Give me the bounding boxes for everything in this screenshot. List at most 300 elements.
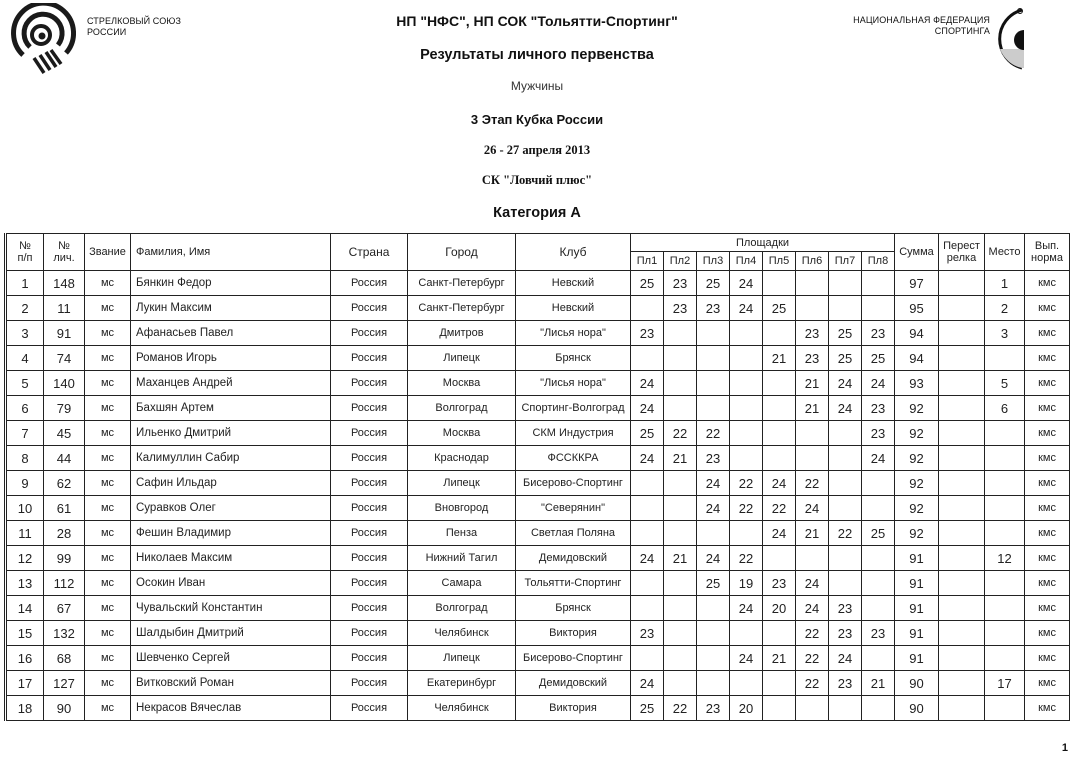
cell-stand-8: 23 <box>862 621 895 646</box>
cell-stand-6: 23 <box>796 346 829 371</box>
cell-stand-5: 20 <box>763 596 796 621</box>
cell-name: Лукин Максим <box>131 296 331 321</box>
cell-name: Чувальский Константин <box>131 596 331 621</box>
cell-license: 44 <box>44 446 85 471</box>
cell-stand-1 <box>631 521 664 546</box>
col-header-city[interactable]: Город <box>408 234 516 271</box>
cell-stand-5 <box>763 321 796 346</box>
cell-stand-6: 22 <box>796 471 829 496</box>
table-row[interactable] <box>6 621 1070 646</box>
left-org-line1: СТРЕЛКОВЫЙ СОЮЗ <box>87 16 182 26</box>
cell-shootoff <box>939 321 985 346</box>
cell-shootoff <box>939 421 985 446</box>
cell-norm: кмс <box>1025 321 1070 346</box>
right-org-line1: НАЦИОНАЛЬНАЯ ФЕДЕРАЦИЯ <box>853 15 990 25</box>
cell-stand-3: 25 <box>697 271 730 296</box>
table-row[interactable] <box>6 696 1070 721</box>
cell-license: 11 <box>44 296 85 321</box>
cell-club: Невский <box>516 271 631 296</box>
table-row[interactable] <box>6 521 1070 546</box>
cell-country: Россия <box>331 696 408 721</box>
cell-shootoff <box>939 571 985 596</box>
col-header-name[interactable]: Фамилия, Имя <box>131 234 331 271</box>
table-row[interactable] <box>6 396 1070 421</box>
cell-stand-4 <box>730 446 763 471</box>
cell-rank: мс <box>85 321 131 346</box>
cell-stand-7: 25 <box>829 346 862 371</box>
cell-place <box>985 471 1025 496</box>
cell-stand-4: 19 <box>730 571 763 596</box>
cell-stand-5 <box>763 696 796 721</box>
cell-stand-2: 21 <box>664 546 697 571</box>
cell-place <box>985 496 1025 521</box>
left-org-line2: РОССИИ <box>87 27 127 37</box>
cell-stand-2 <box>664 371 697 396</box>
cell-stand-8: 25 <box>862 346 895 371</box>
cell-city: Челябинск <box>408 696 516 721</box>
cell-stand-5: 23 <box>763 571 796 596</box>
cell-shootoff <box>939 596 985 621</box>
cell-stand-2: 22 <box>664 696 697 721</box>
cell-rank: мс <box>85 296 131 321</box>
cell-place <box>985 571 1025 596</box>
cell-stand-2 <box>664 571 697 596</box>
cell-place <box>985 596 1025 621</box>
cell-name: Маханцев Андрей <box>131 371 331 396</box>
col-header-place[interactable]: Место <box>985 234 1025 271</box>
cell-total: 92 <box>895 496 939 521</box>
cell-stand-3: 23 <box>697 696 730 721</box>
cell-city: Санкт-Петербург <box>408 271 516 296</box>
cell-stand-7: 24 <box>829 371 862 396</box>
table-row[interactable] <box>6 271 1070 296</box>
cell-pos: 8 <box>6 446 44 471</box>
col-header-stand-7[interactable]: Пл7 <box>829 252 862 271</box>
cell-stand-3: 25 <box>697 571 730 596</box>
cell-shootoff <box>939 496 985 521</box>
cell-stand-6: 23 <box>796 321 829 346</box>
col-header-stand-8[interactable]: Пл8 <box>862 252 895 271</box>
cell-stand-5: 24 <box>763 471 796 496</box>
cell-name: Афанасьев Павел <box>131 321 331 346</box>
cell-rank: мс <box>85 621 131 646</box>
cell-stand-5 <box>763 546 796 571</box>
col-header-norm[interactable] <box>1025 234 1070 271</box>
cell-license: 91 <box>44 321 85 346</box>
cell-stand-7 <box>829 446 862 471</box>
cell-city: Санкт-Петербург <box>408 296 516 321</box>
cell-stand-1: 23 <box>631 621 664 646</box>
cell-stand-1: 24 <box>631 446 664 471</box>
table-row[interactable] <box>6 471 1070 496</box>
cell-club: Бисерово-Спортинг <box>516 471 631 496</box>
cell-shootoff <box>939 521 985 546</box>
cell-place <box>985 621 1025 646</box>
cell-name: Фешин Владимир <box>131 521 331 546</box>
cell-stand-7: 24 <box>829 646 862 671</box>
cell-country: Россия <box>331 321 408 346</box>
cell-club: Брянск <box>516 346 631 371</box>
cell-place <box>985 646 1025 671</box>
cell-name: Суравков Олег <box>131 496 331 521</box>
cell-shootoff <box>939 346 985 371</box>
cell-stand-4 <box>730 346 763 371</box>
cell-rank: мс <box>85 521 131 546</box>
col-header-stand-3[interactable]: Пл3 <box>697 252 730 271</box>
cell-rank: мс <box>85 496 131 521</box>
cell-license: 28 <box>44 521 85 546</box>
cell-stand-8 <box>862 471 895 496</box>
event-name: 3 Этап Кубка России <box>470 112 604 127</box>
col-header-stand-5[interactable]: Пл5 <box>763 252 796 271</box>
cell-rank: мс <box>85 571 131 596</box>
cell-total: 92 <box>895 396 939 421</box>
cell-rank: мс <box>85 546 131 571</box>
col-header-license[interactable] <box>44 234 85 271</box>
col-header-stand-2[interactable]: Пл2 <box>664 252 697 271</box>
cell-pos: 9 <box>6 471 44 496</box>
cell-stand-2 <box>664 596 697 621</box>
cell-stand-5: 22 <box>763 496 796 521</box>
page-title: Результаты личного первенства <box>420 47 654 63</box>
cell-stand-8: 21 <box>862 671 895 696</box>
logo-center-dot <box>39 33 46 40</box>
cell-country: Россия <box>331 621 408 646</box>
cell-country: Россия <box>331 346 408 371</box>
cell-stand-6 <box>796 271 829 296</box>
table-row[interactable] <box>6 446 1070 471</box>
cell-stand-8 <box>862 546 895 571</box>
cell-stand-1: 25 <box>631 421 664 446</box>
cell-stand-1: 24 <box>631 546 664 571</box>
cell-stand-5: 21 <box>763 346 796 371</box>
cell-club: Невский <box>516 296 631 321</box>
cell-country: Россия <box>331 421 408 446</box>
cell-stand-1 <box>631 596 664 621</box>
cell-total: 91 <box>895 646 939 671</box>
cell-place <box>985 446 1025 471</box>
cell-stand-6: 21 <box>796 396 829 421</box>
cell-club: Спортинг-Волгоград <box>516 396 631 421</box>
cell-club: "Лисья нора" <box>516 321 631 346</box>
cell-license: 68 <box>44 646 85 671</box>
cell-stand-7 <box>829 696 862 721</box>
cell-stand-2 <box>664 346 697 371</box>
cell-country: Россия <box>331 296 408 321</box>
cell-rank: мс <box>85 346 131 371</box>
cell-stand-2 <box>664 646 697 671</box>
cell-place: 6 <box>985 396 1025 421</box>
cell-rank: мс <box>85 696 131 721</box>
cell-country: Россия <box>331 671 408 696</box>
cell-stand-4 <box>730 521 763 546</box>
col-header-stand-4[interactable]: Пл4 <box>730 252 763 271</box>
cell-club: Брянск <box>516 596 631 621</box>
cell-total: 92 <box>895 446 939 471</box>
cell-stand-4: 20 <box>730 696 763 721</box>
cell-stand-5 <box>763 396 796 421</box>
cell-total: 91 <box>895 596 939 621</box>
cell-license: 112 <box>44 571 85 596</box>
cell-license: 67 <box>44 596 85 621</box>
cell-stand-1 <box>631 346 664 371</box>
col-header-norm-line1: Вып. <box>1034 240 1060 252</box>
cell-total: 92 <box>895 521 939 546</box>
cell-stand-6: 22 <box>796 646 829 671</box>
cell-stand-5: 24 <box>763 521 796 546</box>
cell-city: Челябинск <box>408 621 516 646</box>
cell-stand-4: 24 <box>730 296 763 321</box>
cell-stand-1: 24 <box>631 671 664 696</box>
col-header-shootoff-line1: Перест <box>943 240 980 252</box>
cell-stand-3 <box>697 646 730 671</box>
event-dates: 26 - 27 апреля 2013 <box>483 143 591 157</box>
cell-stand-4: 24 <box>730 646 763 671</box>
cell-stand-7: 23 <box>829 671 862 696</box>
cell-stand-3: 22 <box>697 421 730 446</box>
cell-stand-7 <box>829 271 862 296</box>
cell-stand-8: 23 <box>862 321 895 346</box>
cell-stand-2: 22 <box>664 421 697 446</box>
cell-stand-3 <box>697 521 730 546</box>
cell-rank: мс <box>85 371 131 396</box>
cell-rank: мс <box>85 271 131 296</box>
cell-stand-6: 22 <box>796 671 829 696</box>
cell-license: 140 <box>44 371 85 396</box>
right-org-line2: СПОРТИНГА <box>934 26 990 36</box>
cell-stand-7: 24 <box>829 396 862 421</box>
cell-city: Екатеринбург <box>408 671 516 696</box>
cell-stand-1: 25 <box>631 271 664 296</box>
cell-total: 94 <box>895 346 939 371</box>
cell-country: Россия <box>331 371 408 396</box>
cell-total: 90 <box>895 696 939 721</box>
cell-stand-7 <box>829 496 862 521</box>
cell-stand-7 <box>829 546 862 571</box>
col-header-country[interactable]: Страна <box>331 234 408 271</box>
cell-stand-3: 24 <box>697 546 730 571</box>
cell-stand-5 <box>763 621 796 646</box>
cell-total: 95 <box>895 296 939 321</box>
cell-place <box>985 696 1025 721</box>
col-header-stand-6[interactable]: Пл6 <box>796 252 829 271</box>
cell-name: Николаев Максим <box>131 546 331 571</box>
cell-norm: кмс <box>1025 271 1070 296</box>
cell-stand-3 <box>697 671 730 696</box>
cell-stand-7 <box>829 571 862 596</box>
col-header-pos[interactable] <box>6 234 44 271</box>
cell-club: СКМ Индустрия <box>516 421 631 446</box>
col-header-license-line2: лич. <box>53 252 75 264</box>
table-row[interactable] <box>6 596 1070 621</box>
cell-stand-6: 24 <box>796 496 829 521</box>
cell-stand-8: 24 <box>862 446 895 471</box>
cell-pos: 13 <box>6 571 44 596</box>
cell-shootoff <box>939 546 985 571</box>
cell-stand-1 <box>631 646 664 671</box>
cell-stand-3 <box>697 621 730 646</box>
table-row[interactable] <box>6 646 1070 671</box>
cell-total: 94 <box>895 321 939 346</box>
cell-pos: 2 <box>6 296 44 321</box>
cell-stand-7: 23 <box>829 621 862 646</box>
cell-country: Россия <box>331 596 408 621</box>
cell-country: Россия <box>331 471 408 496</box>
cell-club: "Северянин" <box>516 496 631 521</box>
cell-club: Бисерово-Спортинг <box>516 646 631 671</box>
cell-stand-4 <box>730 421 763 446</box>
cell-city: Липецк <box>408 346 516 371</box>
cell-norm: кмс <box>1025 446 1070 471</box>
table-row[interactable] <box>6 546 1070 571</box>
cell-stand-7 <box>829 471 862 496</box>
cell-place: 17 <box>985 671 1025 696</box>
cell-stand-6: 21 <box>796 371 829 396</box>
cell-stand-8 <box>862 596 895 621</box>
cell-license: 132 <box>44 621 85 646</box>
cell-stand-3: 24 <box>697 471 730 496</box>
table-row[interactable] <box>6 421 1070 446</box>
cell-country: Россия <box>331 646 408 671</box>
cell-stand-4 <box>730 396 763 421</box>
cell-total: 97 <box>895 271 939 296</box>
cell-stand-8: 24 <box>862 371 895 396</box>
table-row[interactable] <box>6 671 1070 696</box>
cell-license: 74 <box>44 346 85 371</box>
table-row[interactable] <box>6 346 1070 371</box>
cell-stand-7: 25 <box>829 321 862 346</box>
cell-name: Шевченко Сергей <box>131 646 331 671</box>
cell-shootoff <box>939 671 985 696</box>
cell-city: Самара <box>408 571 516 596</box>
cell-name: Калимуллин Сабир <box>131 446 331 471</box>
cell-city: Москва <box>408 421 516 446</box>
cell-license: 127 <box>44 671 85 696</box>
cell-pos: 12 <box>6 546 44 571</box>
cell-license: 62 <box>44 471 85 496</box>
cell-total: 91 <box>895 546 939 571</box>
col-header-rank[interactable]: Звание <box>85 234 131 271</box>
col-header-stands-group: Площадки <box>631 234 895 252</box>
cell-country: Россия <box>331 571 408 596</box>
cell-name: Бянкин Федор <box>131 271 331 296</box>
cell-shootoff <box>939 296 985 321</box>
cell-norm: кмс <box>1025 421 1070 446</box>
cell-place: 3 <box>985 321 1025 346</box>
cell-stand-2: 23 <box>664 271 697 296</box>
cell-name: Витковский Роман <box>131 671 331 696</box>
col-header-club[interactable]: Клуб <box>516 234 631 271</box>
cell-rank: мс <box>85 646 131 671</box>
cell-shootoff <box>939 621 985 646</box>
col-header-total[interactable]: Сумма <box>895 234 939 271</box>
cell-stand-5 <box>763 421 796 446</box>
cell-norm: кмс <box>1025 521 1070 546</box>
cell-name: Бахшян Артем <box>131 396 331 421</box>
cell-rank: мс <box>85 421 131 446</box>
cell-stand-6: 21 <box>796 521 829 546</box>
gender-label: Мужчины <box>510 79 564 93</box>
cell-rank: мс <box>85 471 131 496</box>
cell-stand-1 <box>631 496 664 521</box>
cell-norm: кмс <box>1025 296 1070 321</box>
cell-stand-1 <box>631 571 664 596</box>
cell-club: Виктория <box>516 696 631 721</box>
cell-pos: 16 <box>6 646 44 671</box>
cell-stand-6 <box>796 446 829 471</box>
cell-norm: кмс <box>1025 696 1070 721</box>
cell-stand-5 <box>763 671 796 696</box>
cell-pos: 17 <box>6 671 44 696</box>
cell-stand-6: 24 <box>796 571 829 596</box>
cell-license: 148 <box>44 271 85 296</box>
table-row[interactable] <box>6 296 1070 321</box>
cell-stand-6 <box>796 421 829 446</box>
cell-shootoff <box>939 646 985 671</box>
col-header-shootoff-line2: релка <box>946 252 977 264</box>
cell-stand-8 <box>862 646 895 671</box>
cell-stand-4: 22 <box>730 496 763 521</box>
cell-city: Липецк <box>408 646 516 671</box>
col-header-pos-line2: п/п <box>17 252 33 264</box>
table-row[interactable] <box>6 371 1070 396</box>
cell-total: 90 <box>895 671 939 696</box>
cell-pos: 5 <box>6 371 44 396</box>
table-row[interactable] <box>6 321 1070 346</box>
cell-stand-8 <box>862 296 895 321</box>
organizers-title: НП "НФС", НП СОК "Тольятти-Спортинг" <box>396 13 678 29</box>
cell-stand-2 <box>664 396 697 421</box>
cell-stand-1: 25 <box>631 696 664 721</box>
cell-norm: кмс <box>1025 596 1070 621</box>
category-title: Категория А <box>493 205 581 221</box>
cell-pos: 14 <box>6 596 44 621</box>
cell-stand-2 <box>664 321 697 346</box>
cell-club: Светлая Поляна <box>516 521 631 546</box>
cell-stand-6: 24 <box>796 596 829 621</box>
cell-city: Дмитров <box>408 321 516 346</box>
cell-stand-3: 23 <box>697 296 730 321</box>
col-header-stand-1[interactable]: Пл1 <box>631 252 664 271</box>
cell-stand-7: 22 <box>829 521 862 546</box>
cell-club: ФССККРА <box>516 446 631 471</box>
cell-stand-8 <box>862 496 895 521</box>
cell-norm: кмс <box>1025 471 1070 496</box>
cell-pos: 11 <box>6 521 44 546</box>
table-row[interactable] <box>6 571 1070 596</box>
cell-stand-8 <box>862 696 895 721</box>
cell-stand-1 <box>631 296 664 321</box>
cell-stand-3 <box>697 396 730 421</box>
cell-stand-3 <box>697 346 730 371</box>
cell-pos: 1 <box>6 271 44 296</box>
cell-stand-3 <box>697 596 730 621</box>
cell-club: Тольятти-Спортинг <box>516 571 631 596</box>
cell-pos: 10 <box>6 496 44 521</box>
col-header-shootoff[interactable] <box>939 234 985 271</box>
cell-rank: мс <box>85 671 131 696</box>
cell-norm: кмс <box>1025 496 1070 521</box>
table-row[interactable] <box>6 496 1070 521</box>
cell-shootoff <box>939 271 985 296</box>
cell-total: 92 <box>895 421 939 446</box>
cell-stand-2: 23 <box>664 296 697 321</box>
cell-place <box>985 421 1025 446</box>
cell-norm: кмс <box>1025 546 1070 571</box>
cell-norm: кмс <box>1025 346 1070 371</box>
cell-shootoff <box>939 446 985 471</box>
cell-stand-3: 23 <box>697 446 730 471</box>
